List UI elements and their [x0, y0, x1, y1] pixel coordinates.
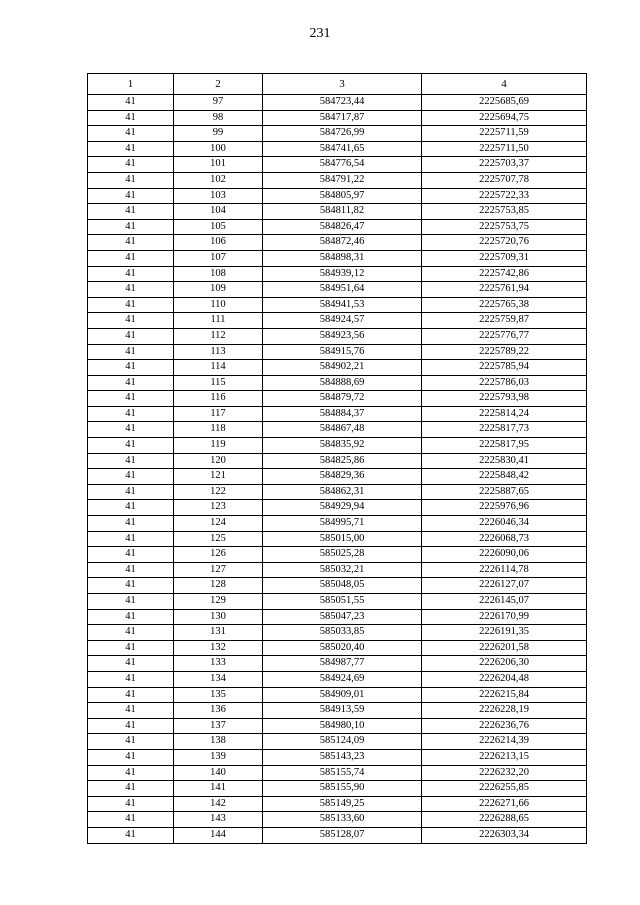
table-cell-col4: 2225814,24 — [422, 406, 587, 422]
table-row — [88, 141, 587, 157]
table-cell-col1: 41 — [88, 687, 174, 703]
table-cell-col4: 2225709,31 — [422, 250, 587, 266]
table-cell-col4: 2225711,59 — [422, 126, 587, 142]
table-cell-col1: 41 — [88, 765, 174, 781]
table-cell-col3: 584924,57 — [263, 313, 422, 329]
table-cell-col1: 41 — [88, 796, 174, 812]
table-cell-col4: 2225830,41 — [422, 453, 587, 469]
table-cell-col4: 2225753,75 — [422, 219, 587, 235]
table-cell-col3: 585133,60 — [263, 812, 422, 828]
table-cell-col1: 41 — [88, 625, 174, 641]
table-row — [88, 110, 587, 126]
table-cell-col4: 2226255,85 — [422, 781, 587, 797]
table-cell-col2: 139 — [174, 749, 263, 765]
table-row — [88, 765, 587, 781]
table-cell-col1: 41 — [88, 562, 174, 578]
table-cell-col1: 41 — [88, 282, 174, 298]
table-cell-col3: 584835,92 — [263, 438, 422, 454]
table-cell-col3: 585128,07 — [263, 827, 422, 843]
table-cell-col3: 585047,23 — [263, 609, 422, 625]
table-cell-col2: 143 — [174, 812, 263, 828]
table-cell-col4: 2225789,22 — [422, 344, 587, 360]
table-cell-col1: 41 — [88, 781, 174, 797]
table-cell-col1: 41 — [88, 141, 174, 157]
table-cell-col4: 2226215,84 — [422, 687, 587, 703]
table-row — [88, 172, 587, 188]
table-cell-col2: 101 — [174, 157, 263, 173]
table-row — [88, 578, 587, 594]
table-cell-col4: 2226213,15 — [422, 749, 587, 765]
table-cell-col4: 2225722,33 — [422, 188, 587, 204]
table-cell-col2: 121 — [174, 469, 263, 485]
table-cell-col3: 585032,21 — [263, 562, 422, 578]
table-row — [88, 749, 587, 765]
table-cell-col3: 584723,44 — [263, 95, 422, 111]
table-cell-col4: 2226206,30 — [422, 656, 587, 672]
table-cell-col2: 134 — [174, 671, 263, 687]
table-row — [88, 625, 587, 641]
table-cell-col3: 584726,99 — [263, 126, 422, 142]
table-cell-col1: 41 — [88, 360, 174, 376]
table-cell-col4: 2225976,96 — [422, 500, 587, 516]
table-cell-col4: 2225848,42 — [422, 469, 587, 485]
table-cell-col3: 584951,64 — [263, 282, 422, 298]
table-cell-col1: 41 — [88, 500, 174, 516]
table-cell-col1: 41 — [88, 640, 174, 656]
table-cell-col3: 584825,86 — [263, 453, 422, 469]
table-body — [88, 95, 587, 844]
table-cell-col4: 2225785,94 — [422, 360, 587, 376]
table-cell-col2: 100 — [174, 141, 263, 157]
table-cell-col2: 117 — [174, 406, 263, 422]
table-cell-col3: 585124,09 — [263, 734, 422, 750]
table-cell-col4: 2225817,73 — [422, 422, 587, 438]
table-cell-col1: 41 — [88, 703, 174, 719]
table-header — [88, 74, 587, 95]
header-cell-3: 3 — [263, 74, 422, 95]
table-row — [88, 391, 587, 407]
table-cell-col1: 41 — [88, 391, 174, 407]
table-row — [88, 812, 587, 828]
table-cell-col3: 584987,77 — [263, 656, 422, 672]
table-cell-col3: 584811,82 — [263, 204, 422, 220]
table-cell-col4: 2226303,34 — [422, 827, 587, 843]
table-cell-col1: 41 — [88, 531, 174, 547]
table-cell-col4: 2225694,75 — [422, 110, 587, 126]
table-cell-col2: 135 — [174, 687, 263, 703]
table-cell-col1: 41 — [88, 406, 174, 422]
table-cell-col3: 585025,28 — [263, 547, 422, 563]
table-cell-col1: 41 — [88, 297, 174, 313]
table-cell-col4: 2226236,76 — [422, 718, 587, 734]
table-cell-col2: 108 — [174, 266, 263, 282]
table-cell-col3: 585155,74 — [263, 765, 422, 781]
table-cell-col1: 41 — [88, 469, 174, 485]
table-row — [88, 297, 587, 313]
table-cell-col2: 118 — [174, 422, 263, 438]
table-cell-col1: 41 — [88, 656, 174, 672]
table-cell-col4: 2226145,07 — [422, 594, 587, 610]
table-cell-col1: 41 — [88, 266, 174, 282]
table-cell-col4: 2225703,37 — [422, 157, 587, 173]
table-row — [88, 781, 587, 797]
table-row — [88, 250, 587, 266]
table-row — [88, 328, 587, 344]
table-cell-col1: 41 — [88, 328, 174, 344]
table-cell-col4: 2225685,69 — [422, 95, 587, 111]
table-cell-col2: 114 — [174, 360, 263, 376]
page-number: 231 — [309, 26, 331, 41]
table-row — [88, 375, 587, 391]
table-row — [88, 157, 587, 173]
table-cell-col4: 2225761,94 — [422, 282, 587, 298]
table-cell-col3: 585033,85 — [263, 625, 422, 641]
table-row — [88, 95, 587, 111]
table-cell-col2: 142 — [174, 796, 263, 812]
table-row — [88, 516, 587, 532]
table-cell-col2: 137 — [174, 718, 263, 734]
table-cell-col1: 41 — [88, 827, 174, 843]
table-cell-col1: 41 — [88, 516, 174, 532]
table-cell-col2: 109 — [174, 282, 263, 298]
table-cell-col2: 112 — [174, 328, 263, 344]
table-cell-col1: 41 — [88, 95, 174, 111]
table-cell-col1: 41 — [88, 453, 174, 469]
table-cell-col1: 41 — [88, 671, 174, 687]
table-cell-col3: 584995,71 — [263, 516, 422, 532]
table-cell-col4: 2226170,99 — [422, 609, 587, 625]
table-cell-col2: 123 — [174, 500, 263, 516]
table-cell-col4: 2226288,65 — [422, 812, 587, 828]
table-cell-col3: 584862,31 — [263, 484, 422, 500]
table-cell-col4: 2226201,58 — [422, 640, 587, 656]
table-row — [88, 344, 587, 360]
table-cell-col2: 110 — [174, 297, 263, 313]
table-cell-col4: 2225711,50 — [422, 141, 587, 157]
table-row — [88, 687, 587, 703]
table-cell-col1: 41 — [88, 204, 174, 220]
table-cell-col4: 2225742,86 — [422, 266, 587, 282]
table-cell-col3: 584888,69 — [263, 375, 422, 391]
table-cell-col2: 131 — [174, 625, 263, 641]
table-cell-col4: 2226271,66 — [422, 796, 587, 812]
table-cell-col3: 585051,55 — [263, 594, 422, 610]
table-cell-col2: 128 — [174, 578, 263, 594]
table-cell-col1: 41 — [88, 344, 174, 360]
table-cell-col4: 2225753,85 — [422, 204, 587, 220]
header-cell-4: 4 — [422, 74, 587, 95]
table-cell-col2: 127 — [174, 562, 263, 578]
table-cell-col1: 41 — [88, 609, 174, 625]
table-cell-col3: 584776,54 — [263, 157, 422, 173]
table-row — [88, 547, 587, 563]
table-cell-col3: 584909,01 — [263, 687, 422, 703]
table-cell-col4: 2226114,78 — [422, 562, 587, 578]
table-cell-col4: 2225786,03 — [422, 375, 587, 391]
table-cell-col2: 136 — [174, 703, 263, 719]
table-cell-col1: 41 — [88, 734, 174, 750]
table-cell-col3: 584941,53 — [263, 297, 422, 313]
table-cell-col4: 2225776,77 — [422, 328, 587, 344]
table-row — [88, 609, 587, 625]
table-cell-col3: 585143,23 — [263, 749, 422, 765]
table-cell-col2: 103 — [174, 188, 263, 204]
table-cell-col3: 585149,25 — [263, 796, 422, 812]
table-cell-col3: 584902,21 — [263, 360, 422, 376]
table-cell-col4: 2226046,34 — [422, 516, 587, 532]
table-cell-col1: 41 — [88, 172, 174, 188]
table-cell-col4: 2225817,95 — [422, 438, 587, 454]
table-row — [88, 219, 587, 235]
table-cell-col3: 584872,46 — [263, 235, 422, 251]
table-cell-col1: 41 — [88, 126, 174, 142]
table-cell-col2: 102 — [174, 172, 263, 188]
table-cell-col3: 584829,36 — [263, 469, 422, 485]
table-cell-col3: 584898,31 — [263, 250, 422, 266]
table-cell-col4: 2226228,19 — [422, 703, 587, 719]
table-cell-col2: 98 — [174, 110, 263, 126]
table-cell-col1: 41 — [88, 219, 174, 235]
table-row — [88, 500, 587, 516]
table-cell-col4: 2226214,39 — [422, 734, 587, 750]
table-row — [88, 531, 587, 547]
table-cell-col2: 140 — [174, 765, 263, 781]
table-cell-col2: 122 — [174, 484, 263, 500]
table-cell-col4: 2226204,48 — [422, 671, 587, 687]
table-row — [88, 484, 587, 500]
table-cell-col4: 2226127,07 — [422, 578, 587, 594]
table-cell-col1: 41 — [88, 110, 174, 126]
table-cell-col3: 584924,69 — [263, 671, 422, 687]
table-cell-col1: 41 — [88, 594, 174, 610]
table-row — [88, 469, 587, 485]
table-cell-col4: 2226232,20 — [422, 765, 587, 781]
table-cell-col3: 584939,12 — [263, 266, 422, 282]
table-cell-col2: 105 — [174, 219, 263, 235]
table-cell-col3: 584884,37 — [263, 406, 422, 422]
table-row — [88, 422, 587, 438]
table-cell-col3: 584913,59 — [263, 703, 422, 719]
table-cell-col3: 585015,00 — [263, 531, 422, 547]
table-cell-col1: 41 — [88, 718, 174, 734]
table-cell-col3: 584923,56 — [263, 328, 422, 344]
table-cell-col2: 126 — [174, 547, 263, 563]
table-cell-col2: 130 — [174, 609, 263, 625]
table-cell-col1: 41 — [88, 375, 174, 391]
table-cell-col2: 97 — [174, 95, 263, 111]
table-row — [88, 656, 587, 672]
table-cell-col1: 41 — [88, 578, 174, 594]
table-row — [88, 438, 587, 454]
table-cell-col3: 585048,05 — [263, 578, 422, 594]
table-row — [88, 282, 587, 298]
table-cell-col2: 132 — [174, 640, 263, 656]
table-row — [88, 827, 587, 843]
header-row — [88, 74, 587, 95]
table-row — [88, 204, 587, 220]
table-row — [88, 718, 587, 734]
table-row — [88, 313, 587, 329]
table-cell-col1: 41 — [88, 484, 174, 500]
table-cell-col2: 133 — [174, 656, 263, 672]
table-cell-col2: 99 — [174, 126, 263, 142]
table-cell-col3: 584980,10 — [263, 718, 422, 734]
table-cell-col4: 2225707,78 — [422, 172, 587, 188]
table-row — [88, 453, 587, 469]
table-cell-col4: 2225759,87 — [422, 313, 587, 329]
table-cell-col2: 113 — [174, 344, 263, 360]
table-cell-col2: 124 — [174, 516, 263, 532]
header-cell-2: 2 — [174, 74, 263, 95]
table-cell-col2: 111 — [174, 313, 263, 329]
table-cell-col4: 2225765,38 — [422, 297, 587, 313]
table-cell-col1: 41 — [88, 188, 174, 204]
table-row — [88, 188, 587, 204]
header-cell-1: 1 — [88, 74, 174, 95]
table-cell-col1: 41 — [88, 438, 174, 454]
table-cell-col2: 104 — [174, 204, 263, 220]
coordinates-table — [87, 73, 587, 844]
table-cell-col2: 129 — [174, 594, 263, 610]
table-cell-col3: 584805,97 — [263, 188, 422, 204]
table-cell-col3: 584915,76 — [263, 344, 422, 360]
table-cell-col1: 41 — [88, 250, 174, 266]
table-cell-col1: 41 — [88, 812, 174, 828]
table-cell-col2: 138 — [174, 734, 263, 750]
table-cell-col3: 584879,72 — [263, 391, 422, 407]
table-cell-col4: 2225887,65 — [422, 484, 587, 500]
table-cell-col2: 115 — [174, 375, 263, 391]
table-cell-col1: 41 — [88, 235, 174, 251]
table-row — [88, 126, 587, 142]
table-cell-col2: 106 — [174, 235, 263, 251]
table-cell-col3: 584791,22 — [263, 172, 422, 188]
table-cell-col4: 2226068,73 — [422, 531, 587, 547]
table-cell-col2: 119 — [174, 438, 263, 454]
table-row — [88, 671, 587, 687]
table-cell-col3: 584929,94 — [263, 500, 422, 516]
table-row — [88, 235, 587, 251]
table-row — [88, 796, 587, 812]
table-cell-col3: 584717,87 — [263, 110, 422, 126]
table-row — [88, 360, 587, 376]
table-row — [88, 266, 587, 282]
table-row — [88, 406, 587, 422]
table-cell-col3: 584867,48 — [263, 422, 422, 438]
table-cell-col1: 41 — [88, 422, 174, 438]
table-cell-col3: 585020,40 — [263, 640, 422, 656]
table-cell-col4: 2225720,76 — [422, 235, 587, 251]
table-cell-col3: 584826,47 — [263, 219, 422, 235]
table-cell-col2: 107 — [174, 250, 263, 266]
table-cell-col1: 41 — [88, 313, 174, 329]
table-cell-col4: 2226191,35 — [422, 625, 587, 641]
table-cell-col2: 116 — [174, 391, 263, 407]
table-cell-col2: 120 — [174, 453, 263, 469]
table-row — [88, 703, 587, 719]
table-cell-col4: 2226090,06 — [422, 547, 587, 563]
table-cell-col1: 41 — [88, 547, 174, 563]
table-row — [88, 594, 587, 610]
table-cell-col4: 2225793,98 — [422, 391, 587, 407]
table-row — [88, 562, 587, 578]
table-cell-col1: 41 — [88, 157, 174, 173]
table-row — [88, 734, 587, 750]
table-cell-col2: 144 — [174, 827, 263, 843]
table-row — [88, 640, 587, 656]
table-cell-col1: 41 — [88, 749, 174, 765]
table-cell-col3: 585155,90 — [263, 781, 422, 797]
table-cell-col2: 141 — [174, 781, 263, 797]
table-cell-col2: 125 — [174, 531, 263, 547]
table-cell-col3: 584741,65 — [263, 141, 422, 157]
